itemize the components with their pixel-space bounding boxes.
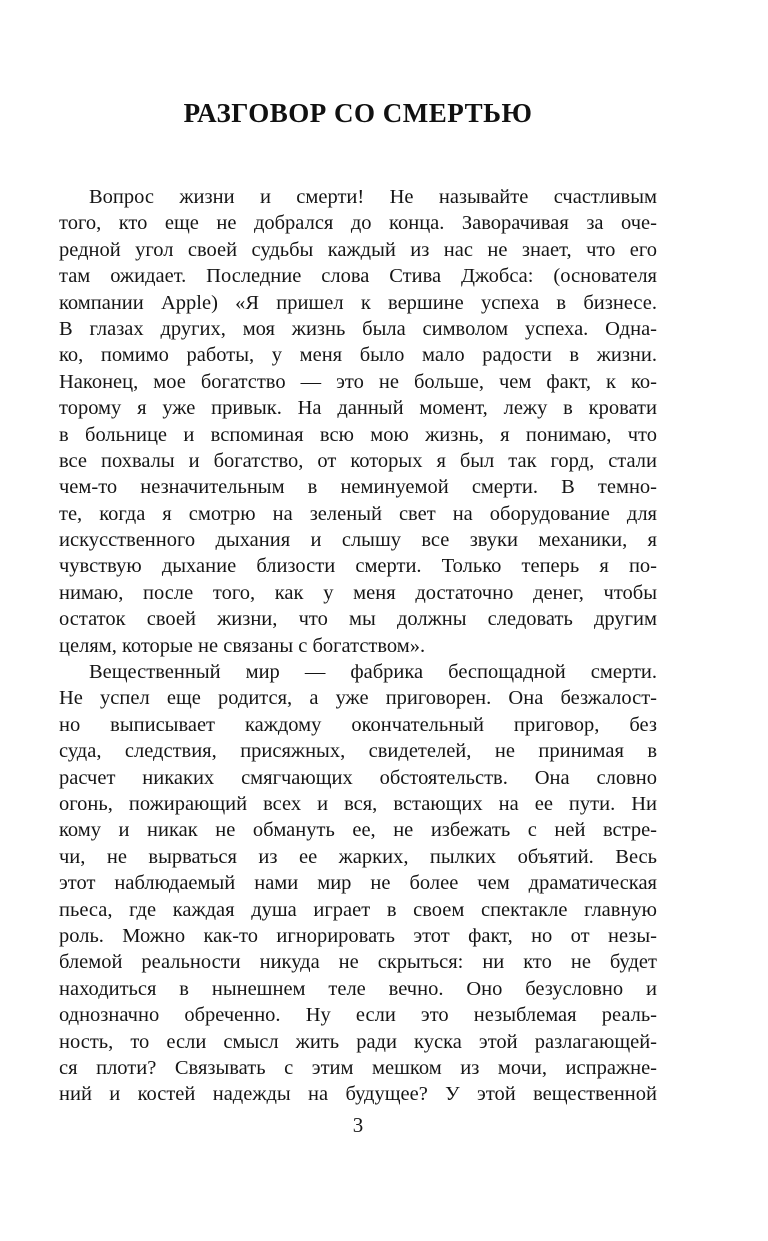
text-line: В глазах других, моя жизнь была символом успеха. Одна- bbox=[59, 317, 657, 340]
chapter-title: РАЗГОВОР СО СМЕРТЬЮ bbox=[183, 98, 533, 128]
text-line: ний и костей надежды на будущее? У этой вещественной bbox=[59, 1083, 657, 1106]
text-line: чувствую дыхание близости смерти. Только теперь я по- bbox=[59, 555, 657, 578]
text-line: однозначно обреченно. Ну если это незыблемая реаль- bbox=[59, 1004, 657, 1027]
text-line: суда, следствия, присяжных, свидетелей, не принимая в bbox=[59, 740, 657, 763]
text-line: целям, которые не связаны с богатством». bbox=[59, 634, 426, 657]
text-line: чем-то незначительным в неминуемой смерти. В темно- bbox=[59, 476, 657, 499]
text-line: редной угол своей судьбы каждый из нас не знает, что его bbox=[59, 238, 657, 261]
text-line: ко, помимо работы, у меня было мало радости в жизни. bbox=[59, 344, 657, 367]
text-line: кому и никак не обмануть ее, не избежать с ней встре- bbox=[59, 819, 657, 842]
text-line: там ожидает. Последние слова Стива Джобса: (основателя bbox=[59, 265, 657, 288]
text-line: роль. Можно как-то игнорировать этот факт, но от незы- bbox=[59, 924, 657, 947]
text-line: чи, не вырваться из ее жарких, пылких объятий. Весь bbox=[59, 845, 657, 868]
text-line: компании Apple) «Я пришел к вершине успеха в бизнесе. bbox=[59, 291, 657, 314]
text-line: блемой реальности никуда не скрыться: ни кто не будет bbox=[59, 951, 657, 974]
page-number: 3 bbox=[352, 1113, 364, 1137]
body-text bbox=[59, 184, 657, 1108]
text-line: в больнице и вспоминая всю мою жизнь, я понимаю, что bbox=[59, 423, 657, 446]
text-line: торому я уже привык. На данный момент, лежу в кровати bbox=[59, 397, 657, 420]
text-line: пьеса, где каждая душа играет в своем спектакле главную bbox=[59, 898, 657, 921]
text-line: Не успел еще родится, а уже приговорен. Она безжалост- bbox=[59, 687, 657, 710]
text-line: нимаю, после того, как у меня достаточно денег, чтобы bbox=[59, 581, 657, 604]
text-line: Наконец, мое богатство — это не больше, чем факт, к ко- bbox=[59, 370, 657, 393]
text-line: Вещественный мир — фабрика беспощадной смерти. bbox=[89, 661, 657, 684]
text-line: ся плоти? Связывать с этим мешком из мочи, испражне- bbox=[59, 1056, 657, 1079]
text-line: этот наблюдаемый нами мир не более чем драматическая bbox=[59, 872, 657, 895]
text-line: но выписывает каждому окончательный приговор, без bbox=[59, 713, 657, 736]
text-line: ность, то если смысл жить ради куска этой разлагающей- bbox=[59, 1030, 657, 1053]
text-line: те, когда я смотрю на зеленый свет на оборудование для bbox=[59, 502, 657, 525]
text-line: находиться в нынешнем теле вечно. Оно безусловно и bbox=[59, 977, 657, 1000]
text-line: Вопрос жизни и смерти! Не называйте счастливым bbox=[89, 186, 657, 208]
text-line: все похвалы и богатство, от которых я был так горд, стали bbox=[59, 449, 657, 472]
text-line: того, кто еще не добрался до конца. Заворачивая за оче- bbox=[59, 212, 657, 235]
text-line: остаток своей жизни, что мы должны следовать другим bbox=[59, 608, 657, 631]
text-line: искусственного дыхания и слышу все звуки механики, я bbox=[59, 529, 657, 552]
text-line: огонь, пожирающий всех и вся, встающих на ее пути. Ни bbox=[59, 792, 657, 815]
text-line: расчет никаких смягчающих обстоятельств. Она словно bbox=[59, 766, 657, 789]
